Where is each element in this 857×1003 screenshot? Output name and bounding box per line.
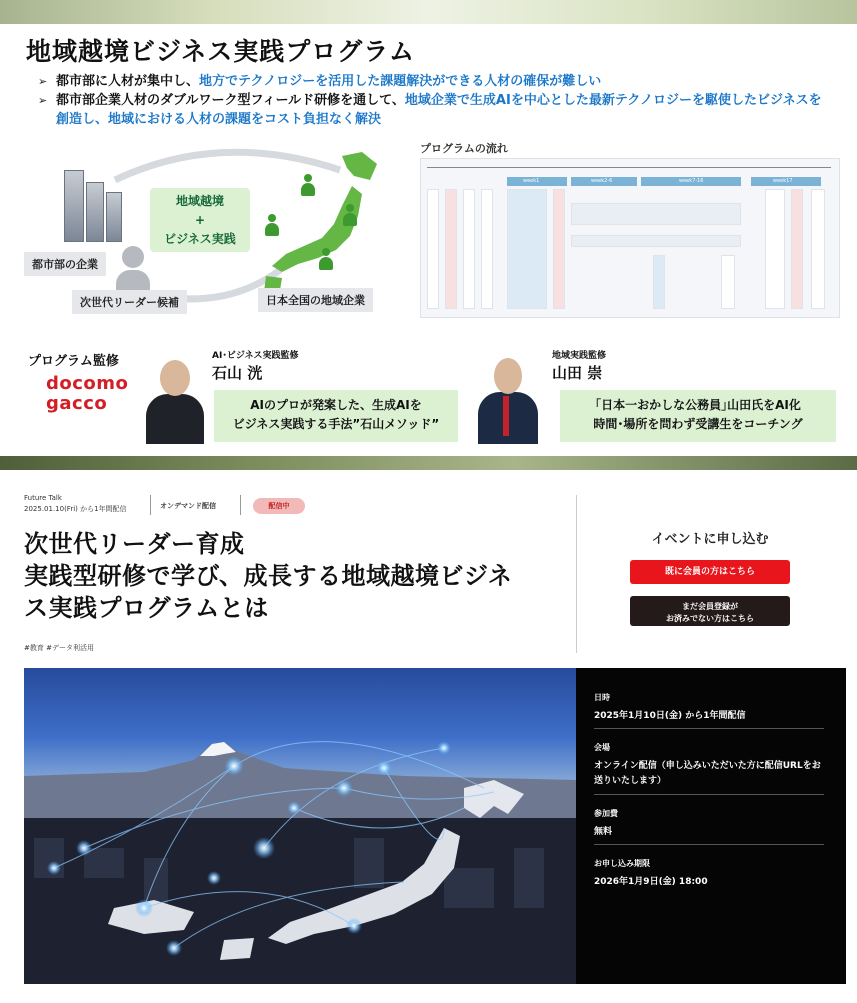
- flow-step: [791, 189, 803, 309]
- label-leader-candidate: 次世代リーダー候補: [72, 290, 187, 314]
- flow-step: [463, 189, 475, 309]
- supervisor-photo: [142, 352, 206, 444]
- info-label: 参加費: [594, 809, 618, 818]
- building-icon: [64, 170, 84, 242]
- japan-network-illustration: [24, 668, 576, 984]
- flow-step: [571, 235, 741, 247]
- info-value: 2026年1月9日(金) 18:00: [594, 877, 708, 887]
- week-label: week7-16: [679, 178, 704, 184]
- timeline-line: [427, 167, 831, 168]
- flow-step: [811, 189, 825, 309]
- label-urban-company: 都市部の企業: [24, 252, 106, 276]
- flow-step: [507, 189, 547, 309]
- info-label: お申し込み期限: [594, 859, 650, 868]
- center-line: ビジネス実践: [164, 232, 236, 246]
- logo-line: gacco: [46, 393, 108, 414]
- flow-step: [445, 189, 457, 309]
- info-deadline: [594, 858, 824, 890]
- supervisor2-quote: ｢日本一おかしな公務員｣山田氏をAI化 時間･場所を問わず受講生をコーチング: [560, 390, 836, 442]
- divider: [594, 728, 824, 729]
- flow-step: [765, 189, 785, 309]
- center-concept-box: [150, 188, 250, 252]
- info-date: [594, 692, 824, 724]
- divider: [240, 495, 241, 515]
- building-icon: [86, 182, 104, 242]
- register-apply-button[interactable]: まだ会員登録が お済みでない方はこちら: [630, 596, 790, 626]
- center-line: +: [194, 213, 206, 227]
- supervisor-label: プログラム監修: [28, 354, 119, 369]
- regional-person-icon: [318, 248, 334, 270]
- info-label: 会場: [594, 743, 610, 752]
- center-line: 地域越境: [175, 194, 224, 208]
- info-value: 2025年1月10日(金) から1年間配信: [594, 711, 746, 721]
- delivery-type: オンデマンド配信: [160, 502, 216, 510]
- info-venue: [594, 742, 824, 789]
- divider: [594, 844, 824, 845]
- divider: [576, 495, 577, 653]
- flow-step: [481, 189, 493, 309]
- regional-person-icon: [342, 204, 358, 226]
- flow-title: プログラムの流れ: [420, 142, 508, 155]
- supervisor1-role: AI･ビジネス実践監修: [212, 351, 299, 361]
- event-info-panel: [576, 668, 846, 984]
- info-value: オンライン配信（申し込みいただいた方に配信URLをお送りいたします）: [594, 761, 821, 786]
- building-icon: [106, 192, 122, 242]
- program-flow-chart: [420, 140, 840, 320]
- week-label: week2-6: [591, 178, 613, 184]
- docomo-gacco-logo: [46, 374, 128, 414]
- supervisor1-quote: AIのプロが発案した、生成AIを ビジネス実践する手法”石山メソッド”: [214, 390, 458, 442]
- divider: [594, 794, 824, 795]
- flow-step: [571, 203, 741, 225]
- program-slide-image: [0, 0, 857, 470]
- status-badge: 配信中: [253, 498, 305, 514]
- slide-top-banner: [0, 0, 857, 24]
- event-date-short: 2025.01.10(Fri) から1年間配信: [24, 505, 127, 513]
- hero-image: [24, 668, 576, 984]
- event-series: Future Talk: [24, 494, 62, 502]
- flow-step: [653, 255, 665, 309]
- logo-line: docomo: [46, 373, 129, 394]
- flow-step: [553, 189, 565, 309]
- slide-title: 地域越境ビジネス実践プログラム: [26, 37, 416, 66]
- event-title: 次世代リーダー育成 実践型研修で学び、成長する地域越境ビジネ ス実践プログラムとは: [24, 530, 513, 622]
- regional-person-icon: [264, 214, 280, 236]
- info-label: 日時: [594, 693, 610, 702]
- slide-bullets: [38, 72, 828, 129]
- apply-heading: イベントに申し込む: [651, 532, 769, 547]
- member-apply-button[interactable]: 既に会員の方はこちら: [630, 560, 790, 584]
- regional-person-icon: [300, 174, 316, 196]
- concept-illustration: [20, 140, 400, 320]
- week-label: week1: [523, 178, 540, 184]
- event-tags[interactable]: #教育 #データ利活用: [24, 644, 94, 652]
- slide-bullet: [38, 72, 828, 91]
- bullet-highlight: 地方でテクノロジーを活用した課題解決ができる人材の確保が難しい: [199, 74, 602, 89]
- info-value: 無料: [594, 827, 613, 837]
- slide-bullet: [38, 91, 828, 129]
- label-regional-companies: 日本全国の地域企業: [258, 288, 373, 312]
- flow-step: [427, 189, 439, 309]
- week-label: week17: [773, 178, 793, 184]
- supervisor1-name: 石山 洸: [212, 364, 263, 382]
- divider: [150, 495, 151, 515]
- info-fee: [594, 808, 824, 840]
- flow-step: [721, 255, 735, 309]
- supervisor2-name: 山田 崇: [552, 364, 603, 382]
- bullet-text: 都市部に人材が集中し、: [56, 74, 200, 89]
- flow-chart-body: [420, 158, 840, 318]
- event-meta: [24, 493, 127, 515]
- person-icon: [116, 246, 150, 294]
- bullet-highlight: 地域企業で生成AIを中心とした最新テクノロジーを駆使したビジネスを創造し、地域における人材の課題をコスト負担なく解決: [56, 93, 822, 127]
- bullet-text: 都市部企業人材のダブルワーク型フィールド研修を通して、: [56, 93, 405, 108]
- supervisor2-role: 地域実践監修: [552, 351, 607, 361]
- supervisor-photo: [474, 352, 540, 444]
- slide-bottom-banner: [0, 456, 857, 470]
